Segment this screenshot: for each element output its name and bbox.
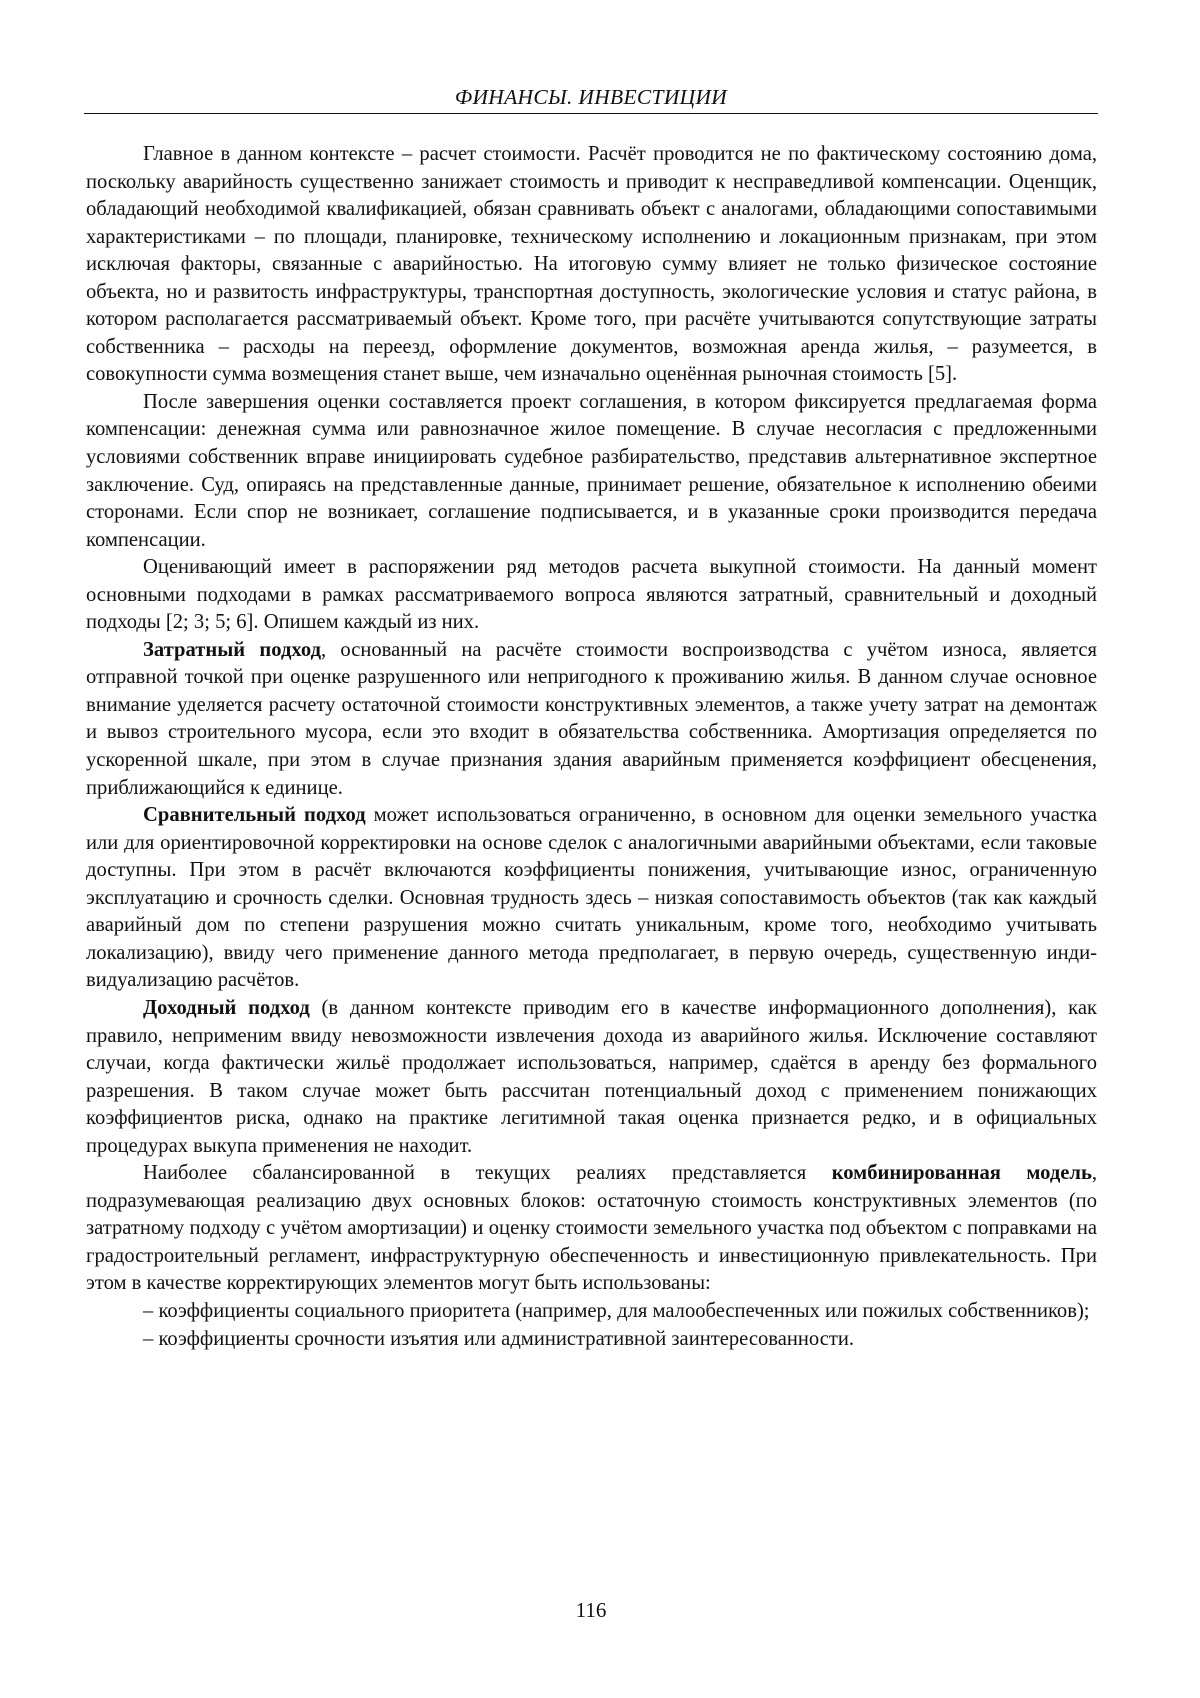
term-income-approach: Доходный подход	[143, 997, 310, 1019]
paragraph-text: может использоваться ограниченно, в основном для оценки зе­мельного участка или для ориентировочной корректировки на основе сделок с аналогичными аварийными объектами, если таковые доступны. При этом в расчёт включаются коэффициенты понижения, учитывающие износ, ограниченную эксплуатацию и срочность сделки. Основная трудность здесь – низкая сопоставимость объектов (так как каждый аварийный дом по степени разрушения можно считать уникальным, кроме того, необходимо учитывать локализацию), ввиду чего применение данного метода предполагает, в первую очередь, существенную инди­видуализацию расчётов.	[86, 804, 1097, 991]
term-cost-approach: Затратный подход	[143, 639, 321, 661]
paragraph: Главное в данном контексте – расчет стоимости. Расчёт проводится не по фактическому состоянию дома, поскольку аварийность существенно занижает стоимость и приводит к не­справедливой компенсации. Оценщик, обладающий необходимой квалификацией, обязан срав­нивать объект с аналогами, обладающими сопоставимыми характеристиками – по площади, планировке, техническому исполнению и локационным признакам, при этом исключая факто­ры, связанные с аварийностью. На итоговую сумму влияет не только физическое состояние объекта, но и развитость инфраструктуры, транспортная доступность, экологические условия и статус района, в котором располагается рассматриваемый объект. Кроме того, при расчёте учи­тываются сопутствующие затраты собственника – расходы на переезд, оформление документов, возможная аренда жилья, – разумеется, в совокупности сумма возмещения станет выше, чем изначально оценённая рыночная стоимость [5].	[86, 141, 1097, 389]
paragraph-lead: Наиболее сбалансированной в текущих реалиях представляется	[143, 1162, 832, 1184]
list-item: – коэффициенты социального приоритета (например, для малообеспеченных или пожилых собственников);	[86, 1298, 1097, 1326]
term-combined-model: комбинированная мо­дель	[832, 1162, 1092, 1184]
term-comparative-approach: Сравнительный подход	[143, 804, 366, 826]
paragraph-income-approach	[86, 995, 1097, 1160]
paragraph-comparative-approach	[86, 802, 1097, 995]
page-number: 116	[84, 1597, 1098, 1623]
paragraph-combined-model	[86, 1160, 1097, 1298]
paragraph: После завершения оценки составляется проект соглашения, в котором фиксируется пред­лагаемая форма компенсации: денежная сумма или равнозначное жилое помещение. В случае несогласия с предложенными условиями собственник вправе инициировать судебное разбира­тельство, представив альтернативное экспертное заключение. Суд, опираясь на представленные данные, принимает решение, обязательное к исполнению обеими сторонами. Если спор не воз­никает, соглашение подписывается, и в указанные сроки производится передача компенсации.	[86, 389, 1097, 554]
paragraph: Оценивающий имеет в распоряжении ряд методов расчета выкупной стоимости. На дан­ный момент основными подходами в рамках рассматриваемого вопроса являются затратный, сравнительный и доходный подходы [2; 3; 5; 6]. Опишем каждый из них.	[86, 554, 1097, 637]
article-body	[86, 141, 1097, 1353]
paragraph-text: (в данном контексте приводим его в качестве информационного до­полнения), как правило, неприменим ввиду невозможности извлечения дохода из аварийного жилья. Исключение составляют случаи, когда фактически жильё продолжает использоваться, например, сдаётся в аренду без формального разрешения. В таком случае может быть рассчитан потенциальный доход с применением понижающих коэффициентов риска, однако на практике легитимной такая оценка признается редко, и в официальных процедурах выкупа применения не находит.	[86, 997, 1097, 1157]
paragraph-text: , основанный на расчёте стоимости воспроизводства с учётом износа, является отправной точкой при оценке разрушенного или непригодного к проживанию жилья. В данном случае основное внимание уделяется расчету остаточной стоимости конструктивных элементов, а также учету затрат на демонтаж и вывоз строительного мусора, если это входит в обязательства собственника. Амортизация определяется по ускоренной шкале, при этом в слу­чае признания здания аварийным применяется коэффициент обесценения, приближающийся к единице.	[86, 639, 1097, 799]
header-rule	[84, 113, 1098, 114]
paragraph-cost-approach	[86, 637, 1097, 802]
list-item: – коэффициенты срочности изъятия или административной заинтересованности.	[86, 1326, 1097, 1354]
running-header: ФИНАНСЫ. ИНВЕСТИЦИИ	[84, 84, 1098, 110]
paragraph-text: , подразумевающая реализацию двух основных блоков: остаточную стоимость конструк­тивных элементов (по затратному подходу с учётом амортизации) и оценку стоимости земель­ного участка под объектом с поправками на градостроительный регламент, инфраструктурную обеспеченность и инвестиционную привлекательность. При этом в качестве корректирующих элементов могут быть использованы:	[86, 1162, 1097, 1294]
